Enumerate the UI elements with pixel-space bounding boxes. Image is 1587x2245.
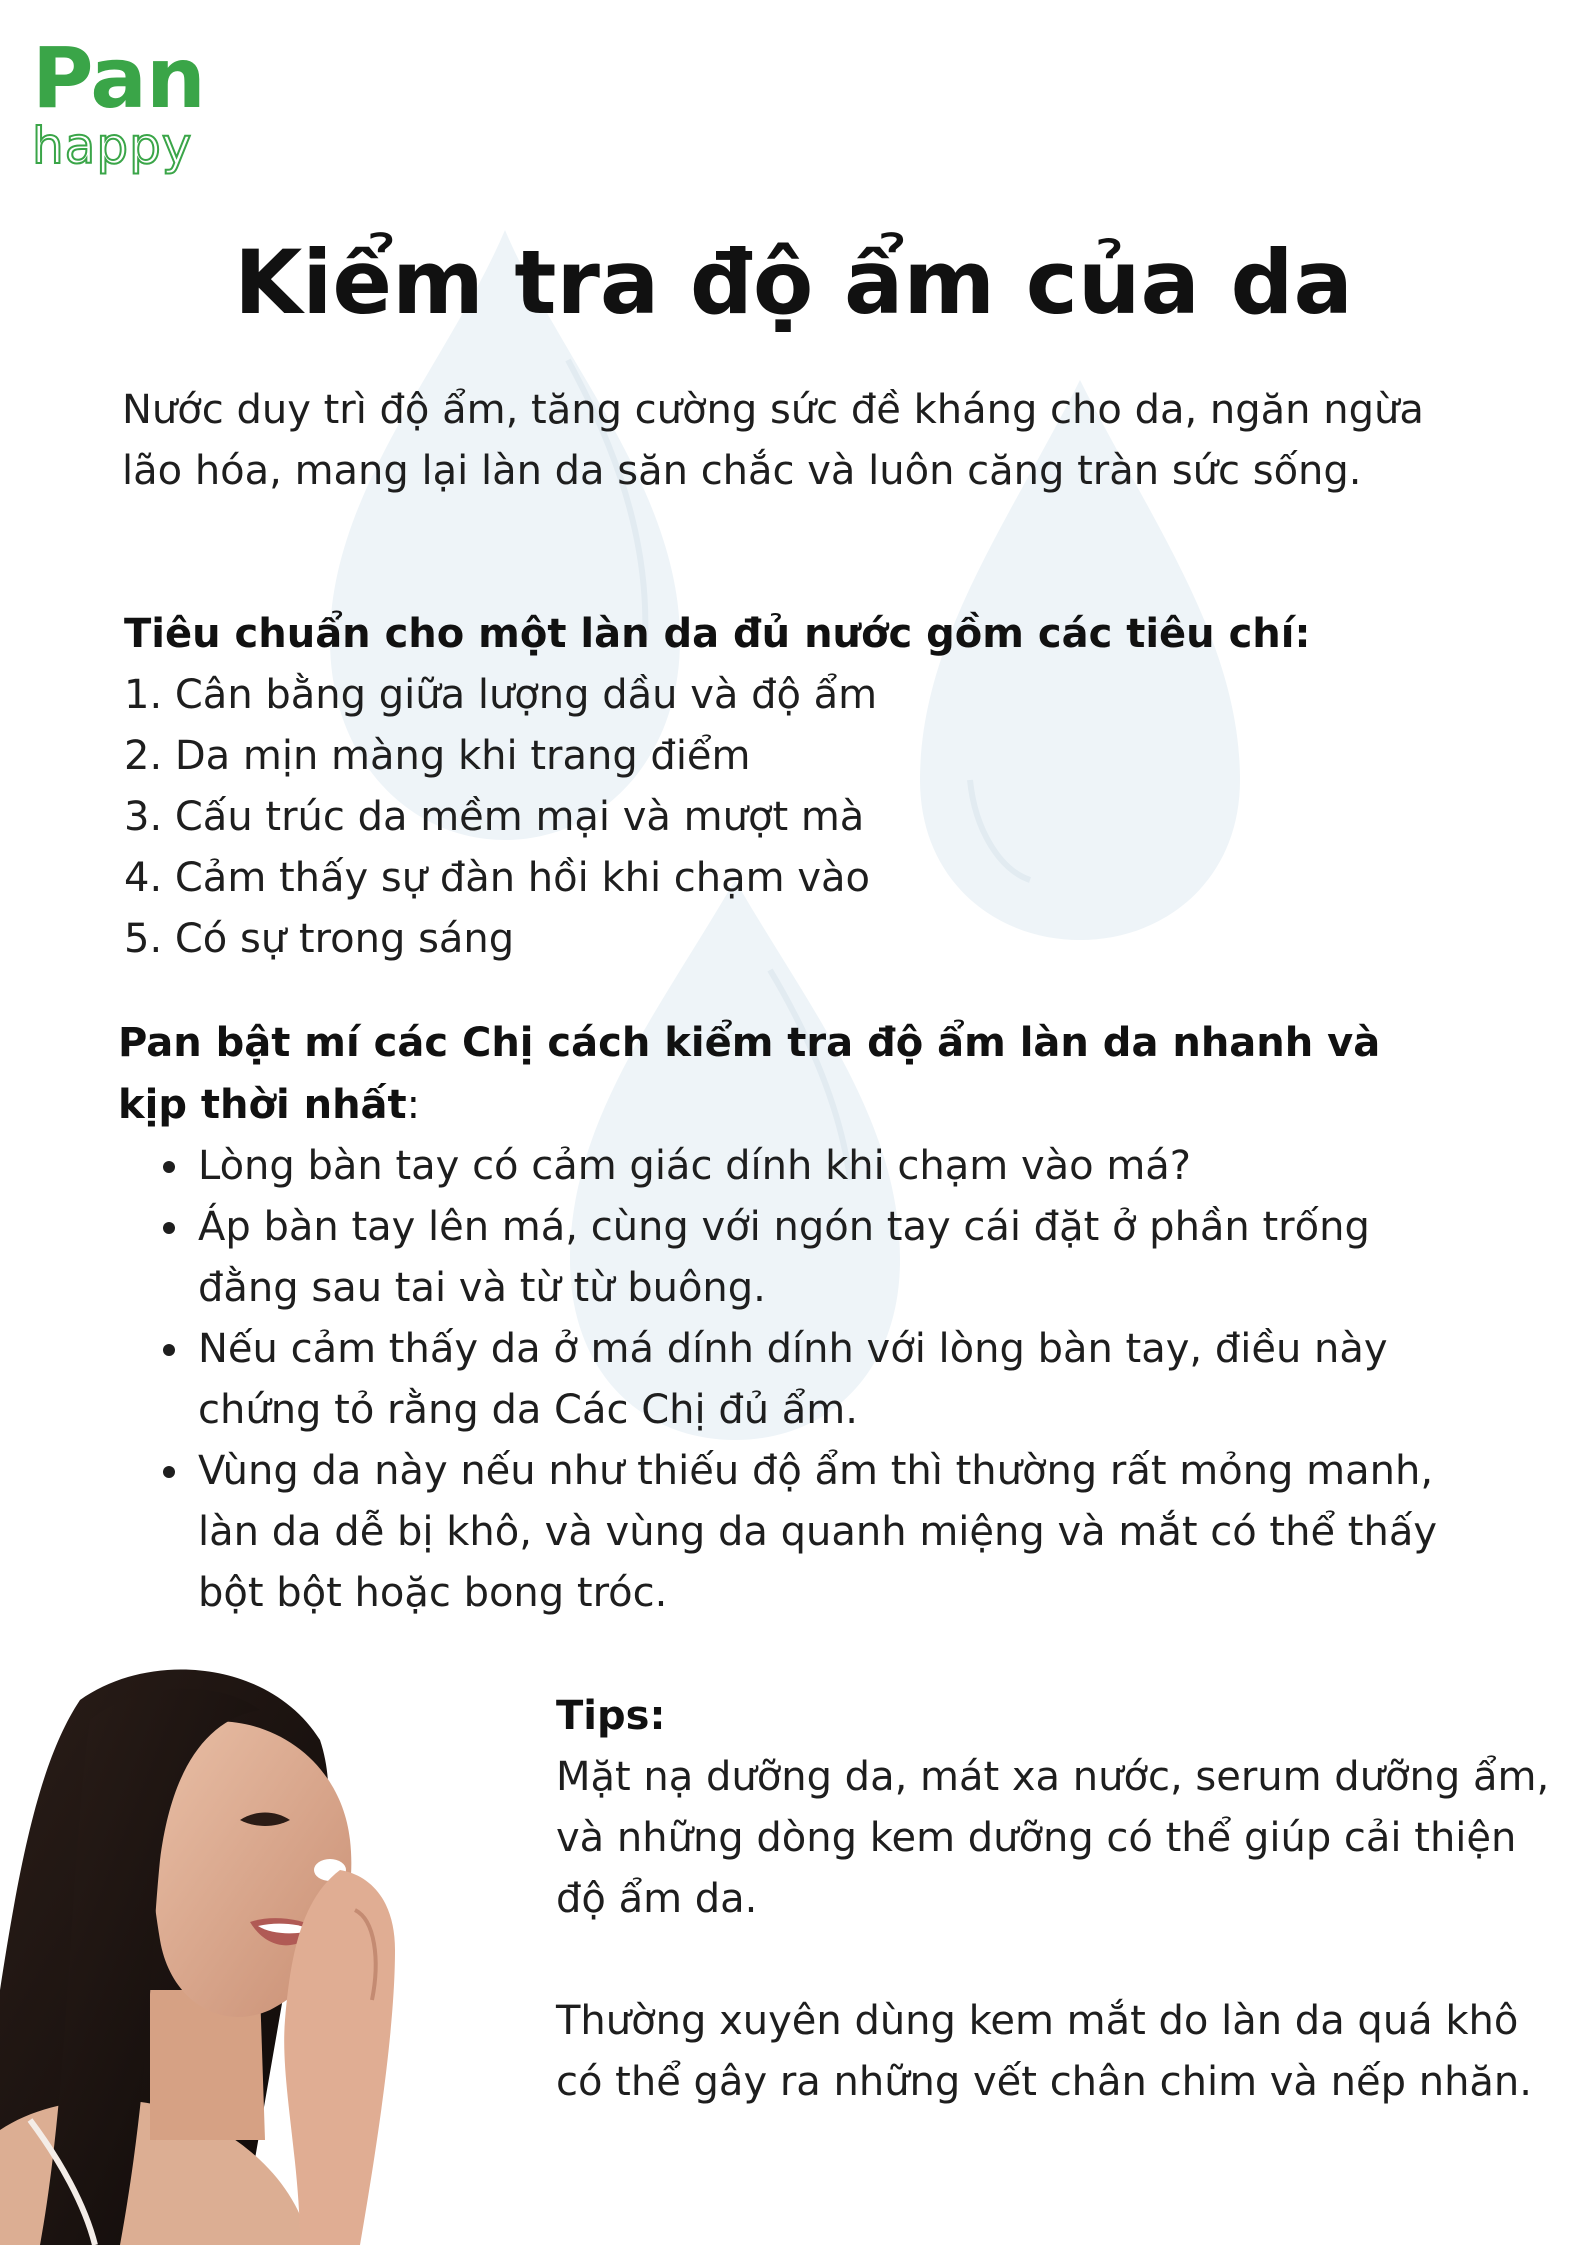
criteria-item: 2. Da mịn màng khi trang điểm: [124, 733, 751, 779]
tips-paragraph: Mặt nạ dưỡng da, mát xa nước, serum dưỡng ẩm, và những dòng kem dưỡng có thể giúp cải thiện độ ẩm da.: [556, 1754, 1550, 1922]
criteria-heading: Tiêu chuẩn cho một làn da đủ nước gồm các tiêu chí:: [124, 611, 1311, 657]
check-method-list: [118, 1136, 1458, 1624]
list-item: • Lòng bàn tay có cảm giác dính khi chạm vào má?: [194, 1136, 1458, 1197]
list-item: • Áp bàn tay lên má, cùng với ngón tay cái đặt ở phần trống đằng sau tai và từ từ buông.: [194, 1197, 1458, 1319]
criteria-item: 4. Cảm thấy sự đàn hồi khi chạm vào: [124, 855, 870, 901]
brand-logo: [32, 29, 205, 175]
page-title: Kiểm tra độ ẩm của da: [234, 231, 1353, 334]
logo-text-happy: happy: [32, 117, 193, 175]
criteria-item: 3. Cấu trúc da mềm mại và mượt mà: [124, 794, 865, 840]
logo-text-pan: Pan: [32, 29, 205, 127]
woman-skincare-photo: [0, 1660, 560, 2245]
intro-paragraph: Nước duy trì độ ẩm, tăng cường sức đề kháng cho da, ngăn ngừa lão hóa, mang lại làn da săn chắc và luôn căng tràn sức sống.: [122, 387, 1424, 494]
tips-section: [556, 1686, 1556, 2113]
check-method-section: [118, 1012, 1458, 1624]
criteria-item: 1. Cân bằng giữa lượng dầu và độ ẩm: [124, 672, 878, 718]
criteria-item: 5. Có sự trong sáng: [124, 916, 515, 962]
tips-heading: Tips:: [556, 1693, 666, 1739]
check-method-heading-text: Pan bật mí các Chị cách kiểm tra độ ẩm làn da nhanh và kịp thời nhất: [118, 1020, 1381, 1128]
list-item: • Vùng da này nếu như thiếu độ ẩm thì thường rất mỏng manh, làn da dễ bị khô, và vùng da quanh miệng và mắt có thể thấy bột bột hoặc bong tróc.: [194, 1441, 1458, 1624]
tips-paragraph: Thường xuyên dùng kem mắt do làn da quá khô có thể gây ra những vết chân chim và nếp nhăn.: [556, 1998, 1532, 2105]
criteria-list: [124, 665, 1464, 970]
heading-colon: :: [406, 1082, 421, 1128]
check-method-heading: [118, 1012, 1458, 1136]
list-item: • Nếu cảm thấy da ở má dính dính với lòng bàn tay, điều này chứng tỏ rằng da Các Chị đủ ẩm.: [194, 1319, 1458, 1441]
paragraph-spacer: [556, 1930, 1556, 1991]
criteria-section: [124, 604, 1464, 970]
